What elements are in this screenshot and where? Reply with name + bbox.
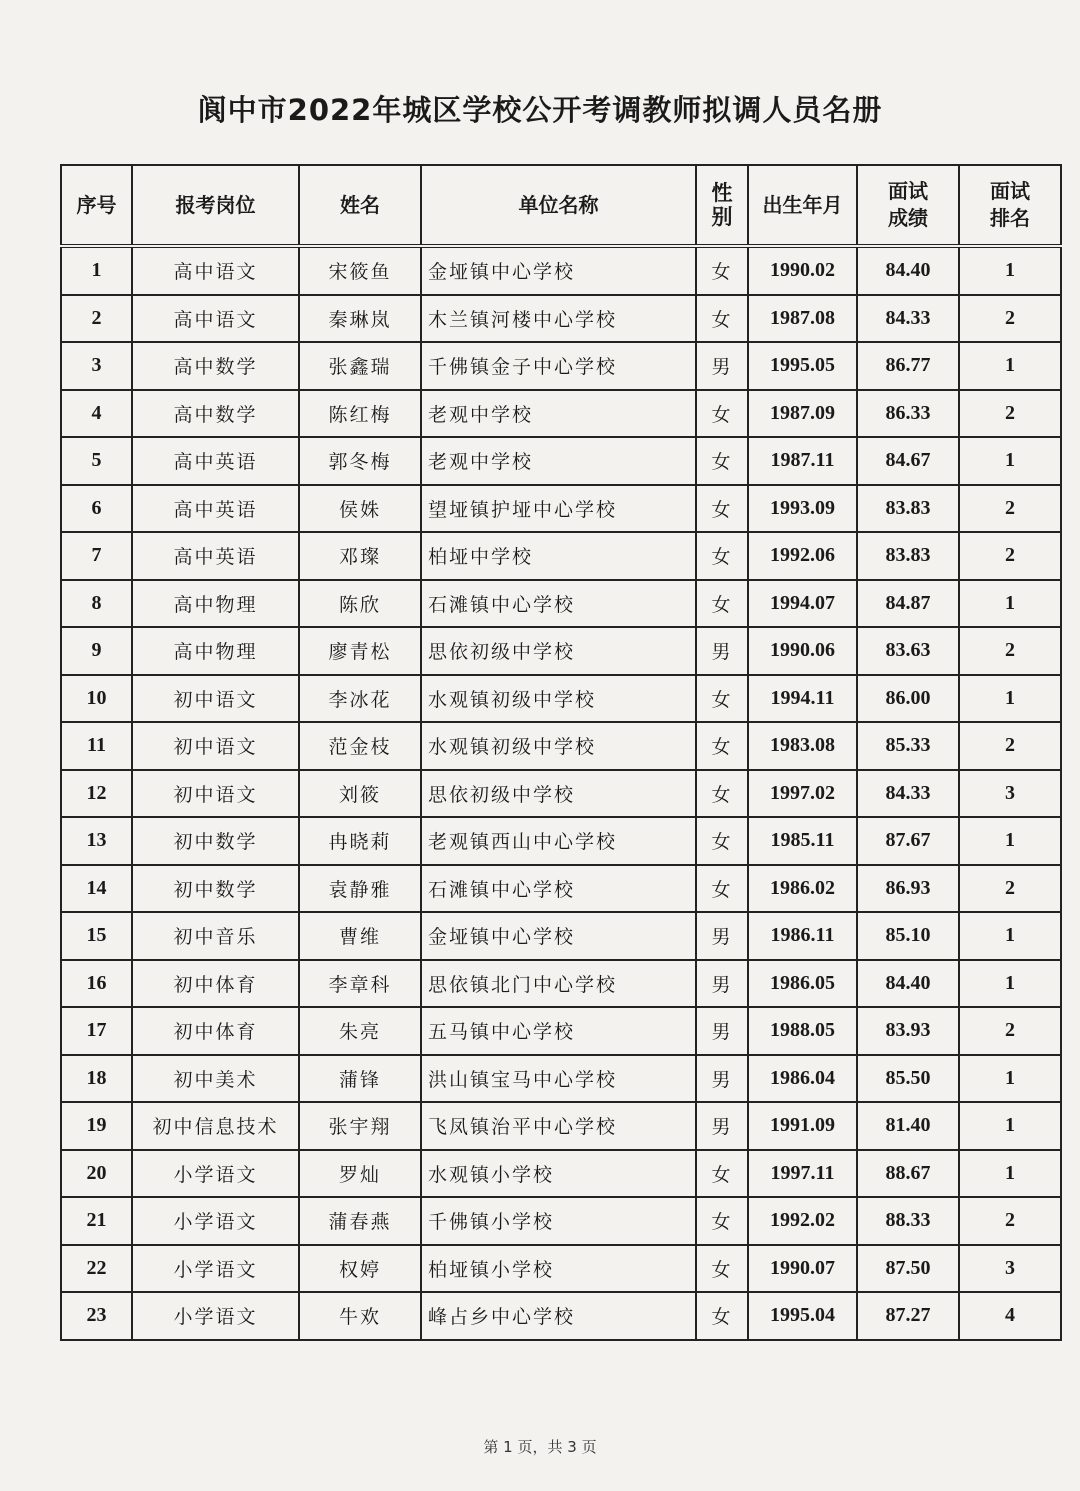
cell-rank: 1 <box>959 1055 1061 1103</box>
cell-rank: 2 <box>959 627 1061 675</box>
cell-rank: 2 <box>959 722 1061 770</box>
cell-birth: 1986.11 <box>748 912 857 960</box>
cell-position: 初中美术 <box>132 1055 299 1103</box>
cell-gender: 男 <box>696 1055 748 1103</box>
cell-score: 88.67 <box>857 1150 959 1198</box>
table-row <box>61 295 1061 343</box>
cell-birth: 1988.05 <box>748 1007 857 1055</box>
cell-gender: 女 <box>696 817 748 865</box>
cell-score: 83.93 <box>857 1007 959 1055</box>
cell-name: 权婷 <box>299 1245 421 1293</box>
cell-name: 朱亮 <box>299 1007 421 1055</box>
table-row <box>61 960 1061 1008</box>
cell-seq: 22 <box>61 1245 132 1293</box>
cell-rank: 1 <box>959 675 1061 723</box>
cell-unit: 水观镇小学校 <box>421 1150 696 1198</box>
cell-birth: 1987.09 <box>748 390 857 438</box>
cell-unit: 飞凤镇治平中心学校 <box>421 1102 696 1150</box>
cell-birth: 1995.04 <box>748 1292 857 1340</box>
cell-rank: 4 <box>959 1292 1061 1340</box>
cell-seq: 23 <box>61 1292 132 1340</box>
cell-unit: 金垭镇中心学校 <box>421 246 696 295</box>
cell-rank: 2 <box>959 390 1061 438</box>
cell-gender: 女 <box>696 390 748 438</box>
cell-seq: 21 <box>61 1197 132 1245</box>
cell-seq: 11 <box>61 722 132 770</box>
cell-unit: 柏垭中学校 <box>421 532 696 580</box>
cell-score: 87.67 <box>857 817 959 865</box>
cell-name: 郭冬梅 <box>299 437 421 485</box>
cell-unit: 峰占乡中心学校 <box>421 1292 696 1340</box>
cell-unit: 思依初级中学校 <box>421 770 696 818</box>
cell-rank: 1 <box>959 817 1061 865</box>
cell-position: 高中英语 <box>132 532 299 580</box>
cell-unit: 石滩镇中心学校 <box>421 865 696 913</box>
cell-position: 初中数学 <box>132 817 299 865</box>
table-row <box>61 912 1061 960</box>
cell-position: 初中体育 <box>132 960 299 1008</box>
cell-rank: 2 <box>959 1007 1061 1055</box>
cell-birth: 1985.11 <box>748 817 857 865</box>
cell-score: 87.50 <box>857 1245 959 1293</box>
cell-name: 李冰花 <box>299 675 421 723</box>
cell-seq: 18 <box>61 1055 132 1103</box>
cell-gender: 女 <box>696 437 748 485</box>
cell-position: 小学语文 <box>132 1292 299 1340</box>
cell-score: 84.87 <box>857 580 959 628</box>
cell-score: 85.10 <box>857 912 959 960</box>
cell-name: 侯姝 <box>299 485 421 533</box>
table-row <box>61 770 1061 818</box>
cell-rank: 1 <box>959 912 1061 960</box>
cell-position: 初中语文 <box>132 722 299 770</box>
cell-score: 84.67 <box>857 437 959 485</box>
table-row <box>61 865 1061 913</box>
cell-birth: 1991.09 <box>748 1102 857 1150</box>
cell-birth: 1994.07 <box>748 580 857 628</box>
cell-name: 张宇翔 <box>299 1102 421 1150</box>
page-footer: 第 1 页，共 3 页 <box>483 1438 597 1456</box>
table-row <box>61 1102 1061 1150</box>
table-row <box>61 390 1061 438</box>
cell-gender: 女 <box>696 1197 748 1245</box>
table-row <box>61 342 1061 390</box>
cell-score: 83.83 <box>857 485 959 533</box>
cell-gender: 女 <box>696 246 748 295</box>
cell-birth: 1997.11 <box>748 1150 857 1198</box>
cell-name: 秦琳岚 <box>299 295 421 343</box>
cell-rank: 1 <box>959 580 1061 628</box>
cell-unit: 洪山镇宝马中心学校 <box>421 1055 696 1103</box>
cell-seq: 3 <box>61 342 132 390</box>
cell-unit: 五马镇中心学校 <box>421 1007 696 1055</box>
cell-score: 86.33 <box>857 390 959 438</box>
cell-unit: 思依镇北门中心学校 <box>421 960 696 1008</box>
cell-unit: 石滩镇中心学校 <box>421 580 696 628</box>
cell-score: 83.83 <box>857 532 959 580</box>
cell-name: 范金枝 <box>299 722 421 770</box>
table-row <box>61 627 1061 675</box>
cell-unit: 水观镇初级中学校 <box>421 722 696 770</box>
cell-seq: 10 <box>61 675 132 723</box>
table-row <box>61 532 1061 580</box>
cell-name: 宋筱鱼 <box>299 246 421 295</box>
cell-name: 蒲春燕 <box>299 1197 421 1245</box>
cell-position: 初中语文 <box>132 770 299 818</box>
cell-unit: 水观镇初级中学校 <box>421 675 696 723</box>
table-row <box>61 1150 1061 1198</box>
cell-birth: 1990.02 <box>748 246 857 295</box>
cell-gender: 女 <box>696 580 748 628</box>
cell-position: 初中数学 <box>132 865 299 913</box>
cell-birth: 1986.05 <box>748 960 857 1008</box>
cell-seq: 20 <box>61 1150 132 1198</box>
cell-gender: 女 <box>696 532 748 580</box>
cell-birth: 1994.11 <box>748 675 857 723</box>
cell-rank: 3 <box>959 770 1061 818</box>
header-gender: 性别 <box>696 165 748 246</box>
cell-rank: 2 <box>959 295 1061 343</box>
table-row <box>61 1197 1061 1245</box>
cell-birth: 1997.02 <box>748 770 857 818</box>
cell-rank: 3 <box>959 1245 1061 1293</box>
cell-seq: 7 <box>61 532 132 580</box>
cell-score: 84.40 <box>857 960 959 1008</box>
cell-seq: 13 <box>61 817 132 865</box>
cell-score: 86.00 <box>857 675 959 723</box>
cell-name: 张鑫瑞 <box>299 342 421 390</box>
cell-score: 83.63 <box>857 627 959 675</box>
table-row <box>61 675 1061 723</box>
cell-name: 陈欣 <box>299 580 421 628</box>
cell-birth: 1995.05 <box>748 342 857 390</box>
cell-seq: 9 <box>61 627 132 675</box>
cell-seq: 6 <box>61 485 132 533</box>
cell-seq: 5 <box>61 437 132 485</box>
cell-seq: 1 <box>61 246 132 295</box>
cell-name: 李章科 <box>299 960 421 1008</box>
cell-position: 高中数学 <box>132 342 299 390</box>
cell-gender: 女 <box>696 865 748 913</box>
cell-position: 初中信息技术 <box>132 1102 299 1150</box>
header-seq: 序号 <box>61 165 132 246</box>
cell-position: 高中语文 <box>132 295 299 343</box>
cell-name: 冉晓莉 <box>299 817 421 865</box>
cell-unit: 柏垭镇小学校 <box>421 1245 696 1293</box>
cell-seq: 2 <box>61 295 132 343</box>
cell-score: 85.33 <box>857 722 959 770</box>
cell-rank: 2 <box>959 532 1061 580</box>
cell-unit: 金垭镇中心学校 <box>421 912 696 960</box>
cell-unit: 老观中学校 <box>421 390 696 438</box>
cell-birth: 1990.07 <box>748 1245 857 1293</box>
cell-score: 81.40 <box>857 1102 959 1150</box>
table-row <box>61 722 1061 770</box>
cell-rank: 1 <box>959 960 1061 1008</box>
cell-rank: 2 <box>959 485 1061 533</box>
cell-birth: 1993.09 <box>748 485 857 533</box>
cell-birth: 1986.02 <box>748 865 857 913</box>
cell-score: 85.50 <box>857 1055 959 1103</box>
cell-seq: 17 <box>61 1007 132 1055</box>
cell-rank: 1 <box>959 246 1061 295</box>
cell-seq: 14 <box>61 865 132 913</box>
cell-birth: 1990.06 <box>748 627 857 675</box>
cell-score: 84.40 <box>857 246 959 295</box>
cell-gender: 女 <box>696 1292 748 1340</box>
cell-gender: 女 <box>696 675 748 723</box>
cell-unit: 思依初级中学校 <box>421 627 696 675</box>
cell-name: 陈红梅 <box>299 390 421 438</box>
cell-position: 小学语文 <box>132 1245 299 1293</box>
cell-unit: 望垭镇护垭中心学校 <box>421 485 696 533</box>
cell-rank: 1 <box>959 1150 1061 1198</box>
header-position: 报考岗位 <box>132 165 299 246</box>
cell-position: 高中物理 <box>132 627 299 675</box>
cell-unit: 木兰镇河楼中心学校 <box>421 295 696 343</box>
cell-position: 初中音乐 <box>132 912 299 960</box>
cell-score: 86.93 <box>857 865 959 913</box>
cell-gender: 男 <box>696 912 748 960</box>
table-row <box>61 437 1061 485</box>
cell-position: 高中英语 <box>132 485 299 533</box>
cell-position: 小学语文 <box>132 1150 299 1198</box>
table-row <box>61 580 1061 628</box>
cell-unit: 老观中学校 <box>421 437 696 485</box>
cell-position: 高中英语 <box>132 437 299 485</box>
table-row <box>61 1007 1061 1055</box>
cell-position: 高中语文 <box>132 246 299 295</box>
header-row <box>61 165 1061 246</box>
cell-birth: 1983.08 <box>748 722 857 770</box>
cell-position: 高中物理 <box>132 580 299 628</box>
cell-name: 廖青松 <box>299 627 421 675</box>
cell-unit: 千佛镇小学校 <box>421 1197 696 1245</box>
table-row <box>61 1245 1061 1293</box>
cell-name: 曹维 <box>299 912 421 960</box>
cell-seq: 4 <box>61 390 132 438</box>
cell-birth: 1986.04 <box>748 1055 857 1103</box>
header-birth: 出生年月 <box>748 165 857 246</box>
header-score: 面试成绩 <box>857 165 959 246</box>
cell-rank: 1 <box>959 1102 1061 1150</box>
cell-name: 袁静雅 <box>299 865 421 913</box>
page-title: 阆中市2022年城区学校公开考调教师拟调人员名册 <box>197 93 883 127</box>
cell-gender: 女 <box>696 770 748 818</box>
cell-unit: 老观镇西山中心学校 <box>421 817 696 865</box>
cell-seq: 16 <box>61 960 132 1008</box>
cell-name: 牛欢 <box>299 1292 421 1340</box>
roster-table <box>60 164 1062 1341</box>
cell-rank: 1 <box>959 342 1061 390</box>
cell-name: 罗灿 <box>299 1150 421 1198</box>
table-row <box>61 246 1061 295</box>
header-unit: 单位名称 <box>421 165 696 246</box>
cell-rank: 2 <box>959 1197 1061 1245</box>
cell-rank: 2 <box>959 865 1061 913</box>
cell-gender: 男 <box>696 342 748 390</box>
cell-position: 初中体育 <box>132 1007 299 1055</box>
cell-gender: 女 <box>696 1245 748 1293</box>
cell-birth: 1992.06 <box>748 532 857 580</box>
cell-rank: 1 <box>959 437 1061 485</box>
cell-name: 刘筱 <box>299 770 421 818</box>
table-row <box>61 485 1061 533</box>
cell-name: 蒲锋 <box>299 1055 421 1103</box>
cell-gender: 女 <box>696 295 748 343</box>
cell-seq: 15 <box>61 912 132 960</box>
cell-seq: 12 <box>61 770 132 818</box>
cell-gender: 男 <box>696 960 748 1008</box>
cell-gender: 男 <box>696 627 748 675</box>
cell-gender: 女 <box>696 722 748 770</box>
header-rank: 面试排名 <box>959 165 1061 246</box>
cell-birth: 1987.08 <box>748 295 857 343</box>
table-row <box>61 1055 1061 1103</box>
cell-score: 87.27 <box>857 1292 959 1340</box>
table-row <box>61 817 1061 865</box>
cell-position: 高中数学 <box>132 390 299 438</box>
cell-position: 初中语文 <box>132 675 299 723</box>
cell-birth: 1987.11 <box>748 437 857 485</box>
cell-birth: 1992.02 <box>748 1197 857 1245</box>
header-name: 姓名 <box>299 165 421 246</box>
cell-position: 小学语文 <box>132 1197 299 1245</box>
cell-gender: 女 <box>696 1150 748 1198</box>
cell-gender: 男 <box>696 1102 748 1150</box>
cell-seq: 8 <box>61 580 132 628</box>
cell-score: 88.33 <box>857 1197 959 1245</box>
cell-score: 84.33 <box>857 295 959 343</box>
cell-score: 84.33 <box>857 770 959 818</box>
cell-name: 邓璨 <box>299 532 421 580</box>
table-row <box>61 1292 1061 1340</box>
table-body <box>61 246 1061 1340</box>
cell-gender: 男 <box>696 1007 748 1055</box>
cell-score: 86.77 <box>857 342 959 390</box>
cell-gender: 女 <box>696 485 748 533</box>
cell-unit: 千佛镇金子中心学校 <box>421 342 696 390</box>
cell-seq: 19 <box>61 1102 132 1150</box>
